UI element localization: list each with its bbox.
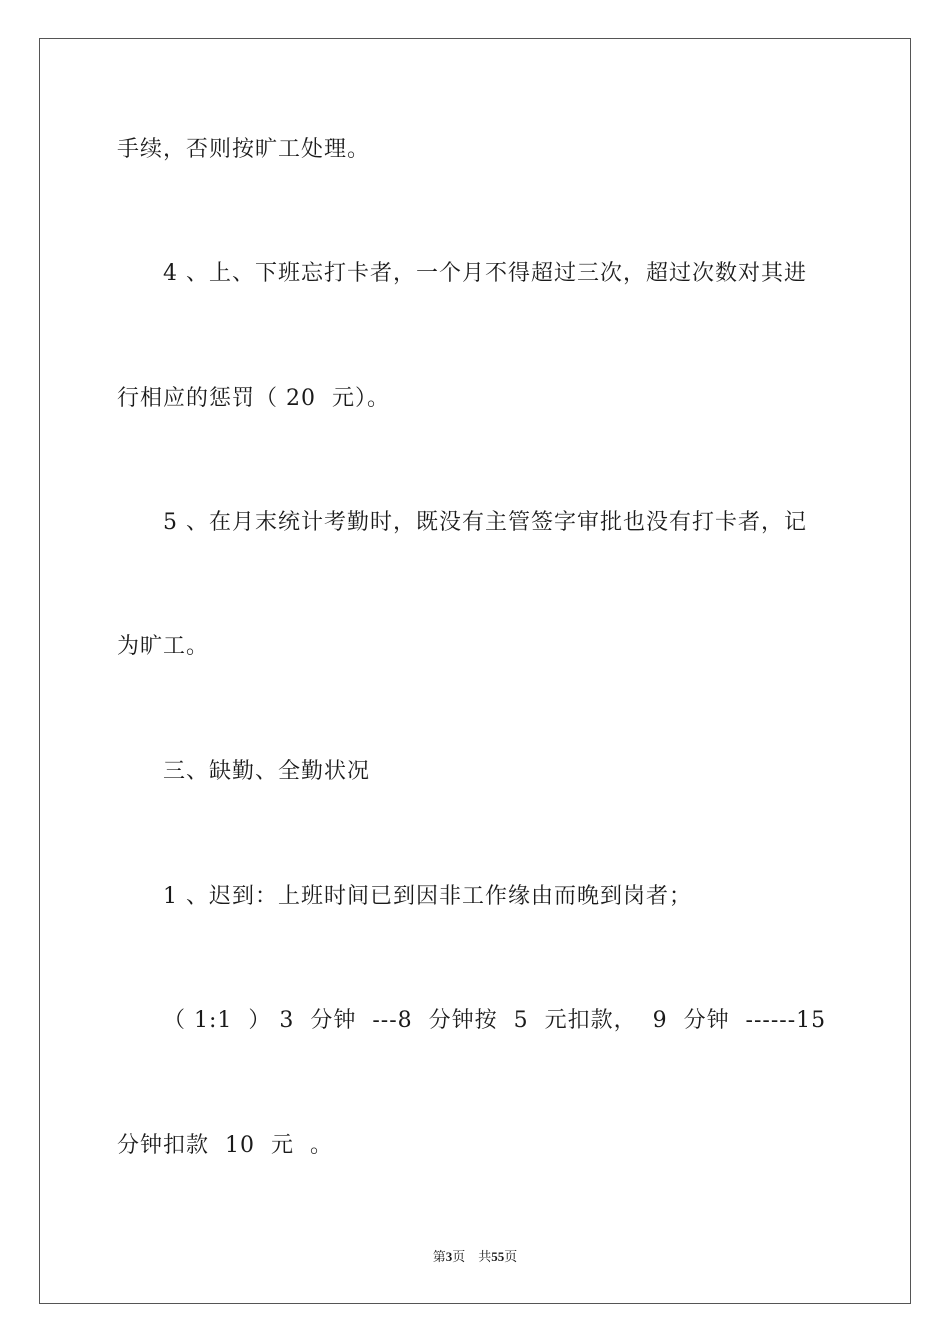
footer-suffix: 页 [504,1249,518,1264]
text-line-9: 分钟扣款 10 元 。 [117,1133,333,1158]
footer-current-page: 3 [445,1249,453,1264]
page-border [39,38,911,1304]
text-line-3: 行相应的惩罚（ 20 元）。 [117,386,390,411]
footer-total-pages: 55 [491,1249,505,1264]
section-heading: 三、缺勤、全勤状况 [163,759,371,784]
text-line-1: 手续，否则按旷工处理。 [117,137,371,162]
page-footer [0,1248,950,1266]
footer-mid: 页 共 [452,1249,492,1264]
text-line-4: 5 、在月末统计考勤时，既没有主管签字审批也没有打卡者，记 [163,510,807,535]
text-line-2: 4 、上、下班忘打卡者，一个月不得超过三次，超过次数对其进 [163,261,807,286]
footer-prefix: 第 [432,1249,446,1264]
text-line-7: 1 、迟到：上班时间已到因非工作缘由而晚到岗者； [163,884,692,909]
text-line-8: （ 1:1 ） 3 分钟 ---8 分钟按 5 元扣款， 9 分钟 ------15 [163,1008,827,1033]
text-line-5: 为旷工。 [117,634,210,659]
